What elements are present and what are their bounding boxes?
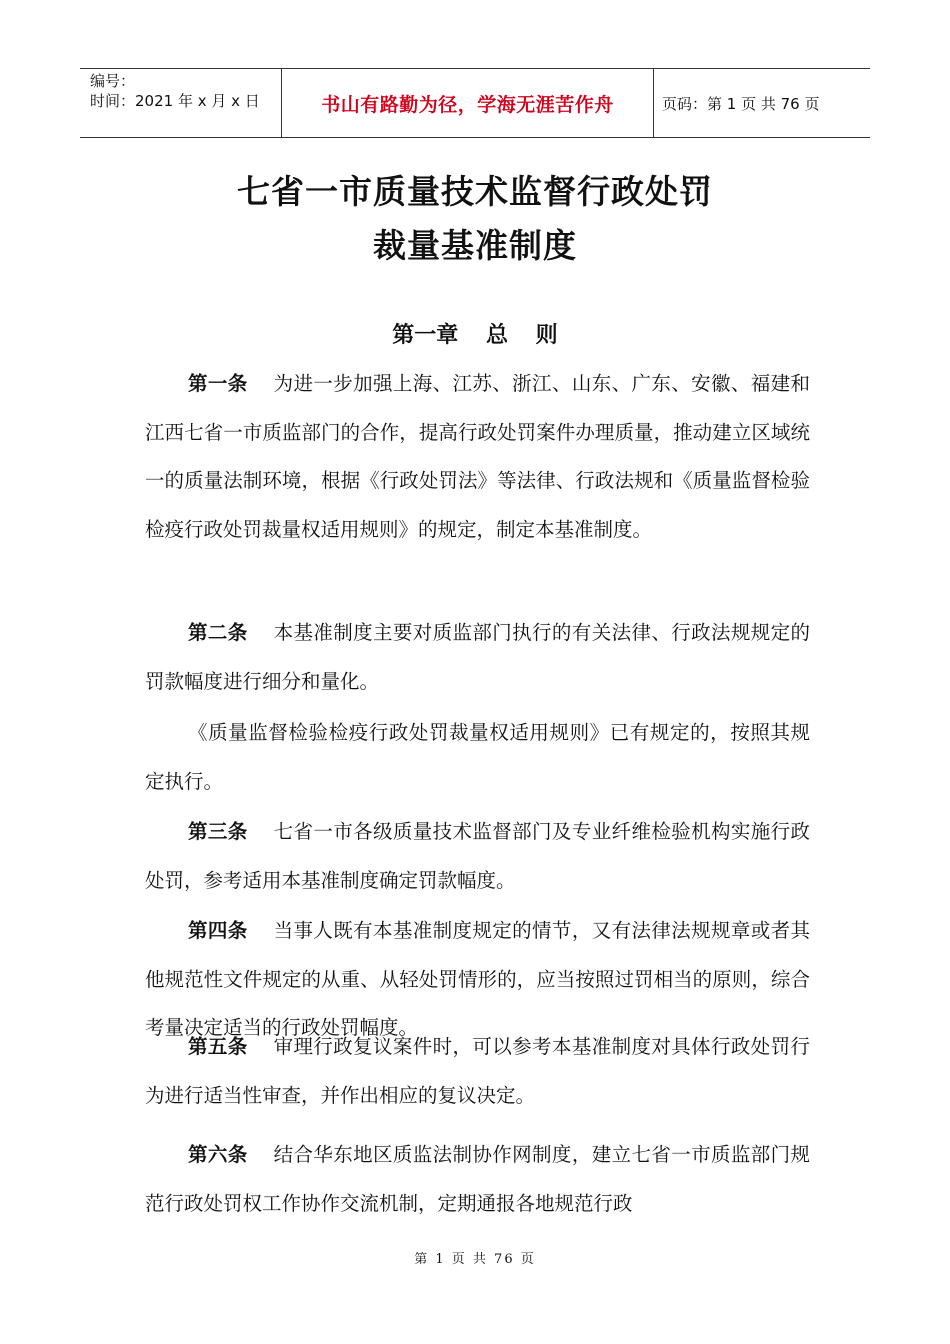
article-1 (145, 360, 810, 554)
chapter-word-2: 则 (535, 323, 558, 348)
motto: 书山有路勤为径，学海无涯苦作舟 (321, 93, 614, 116)
article-text: 七省一市各级质量技术监督部门及专业纤维检验机构实施行政处罚，参考适用本基准制度确定罚款幅度。 (145, 820, 810, 892)
article-lead: 第二条 (188, 621, 248, 644)
article-lead: 第五条 (188, 1035, 248, 1058)
article-text: 当事人既有本基准制度规定的情节，又有法律法规规章或者其他规范性文件规定的从重、从轻处罚情形的，应当按照过罚相当的原则，综合考量决定适当的行政处罚幅度。 (145, 919, 810, 1039)
article-text: 本基准制度主要对质监部门执行的有关法律、行政法规规定的罚款幅度进行细分和量化。 (145, 621, 810, 693)
chapter-label: 第一章 (392, 323, 459, 348)
article-text: 为进一步加强上海、江苏、浙江、山东、广东、安徽、福建和江西七省一市质监部门的合作，提高行政处罚案件办理质量，推动建立区域统一的质量法制环境，根据《行政处罚法》等法律、行政法规和《质量监督检验检疫行政处罚裁量权适用规则》的规定，制定本基准制度。 (145, 372, 810, 541)
article-lead: 第四条 (188, 919, 248, 942)
number-label: 编号： (90, 72, 136, 90)
article-2 (145, 609, 810, 706)
article-5 (145, 1023, 810, 1120)
article-text: 《质量监督检验检疫行政处罚裁量权适用规则》已有规定的，按照其规定执行。 (145, 721, 810, 793)
article-lead: 第一条 (188, 372, 248, 395)
chapter-word-1: 总 (485, 323, 508, 348)
article-2-paragraph (145, 709, 810, 806)
page-info: 页码：第 1 页 共 76 页 (662, 94, 820, 113)
article-lead: 第三条 (188, 820, 248, 843)
header-meta (80, 69, 281, 137)
chapter-heading (0, 318, 950, 349)
document-title-line1: 七省一市质量技术监督行政处罚 (237, 172, 713, 211)
time-label: 时间：2021 年 x 月 x 日 (90, 92, 260, 110)
document-header (80, 68, 870, 138)
article-lead: 第六条 (188, 1143, 248, 1166)
article-text: 审理行政复议案件时，可以参考本基准制度对具体行政处罚行为进行适当性审查，并作出相应的复议决定。 (145, 1035, 810, 1107)
document-title-line2: 裁量基准制度 (373, 226, 577, 265)
header-motto-cell (281, 69, 654, 137)
page-footer: 第 1 页 共 76 页 (414, 1252, 536, 1267)
header-page-cell (654, 69, 870, 137)
article-3 (145, 808, 810, 905)
article-6 (145, 1131, 810, 1228)
article-text: 结合华东地区质监法制协作网制度，建立七省一市质监部门规范行政处罚权工作协作交流机制，定期通报各地规范行政 (145, 1143, 810, 1215)
